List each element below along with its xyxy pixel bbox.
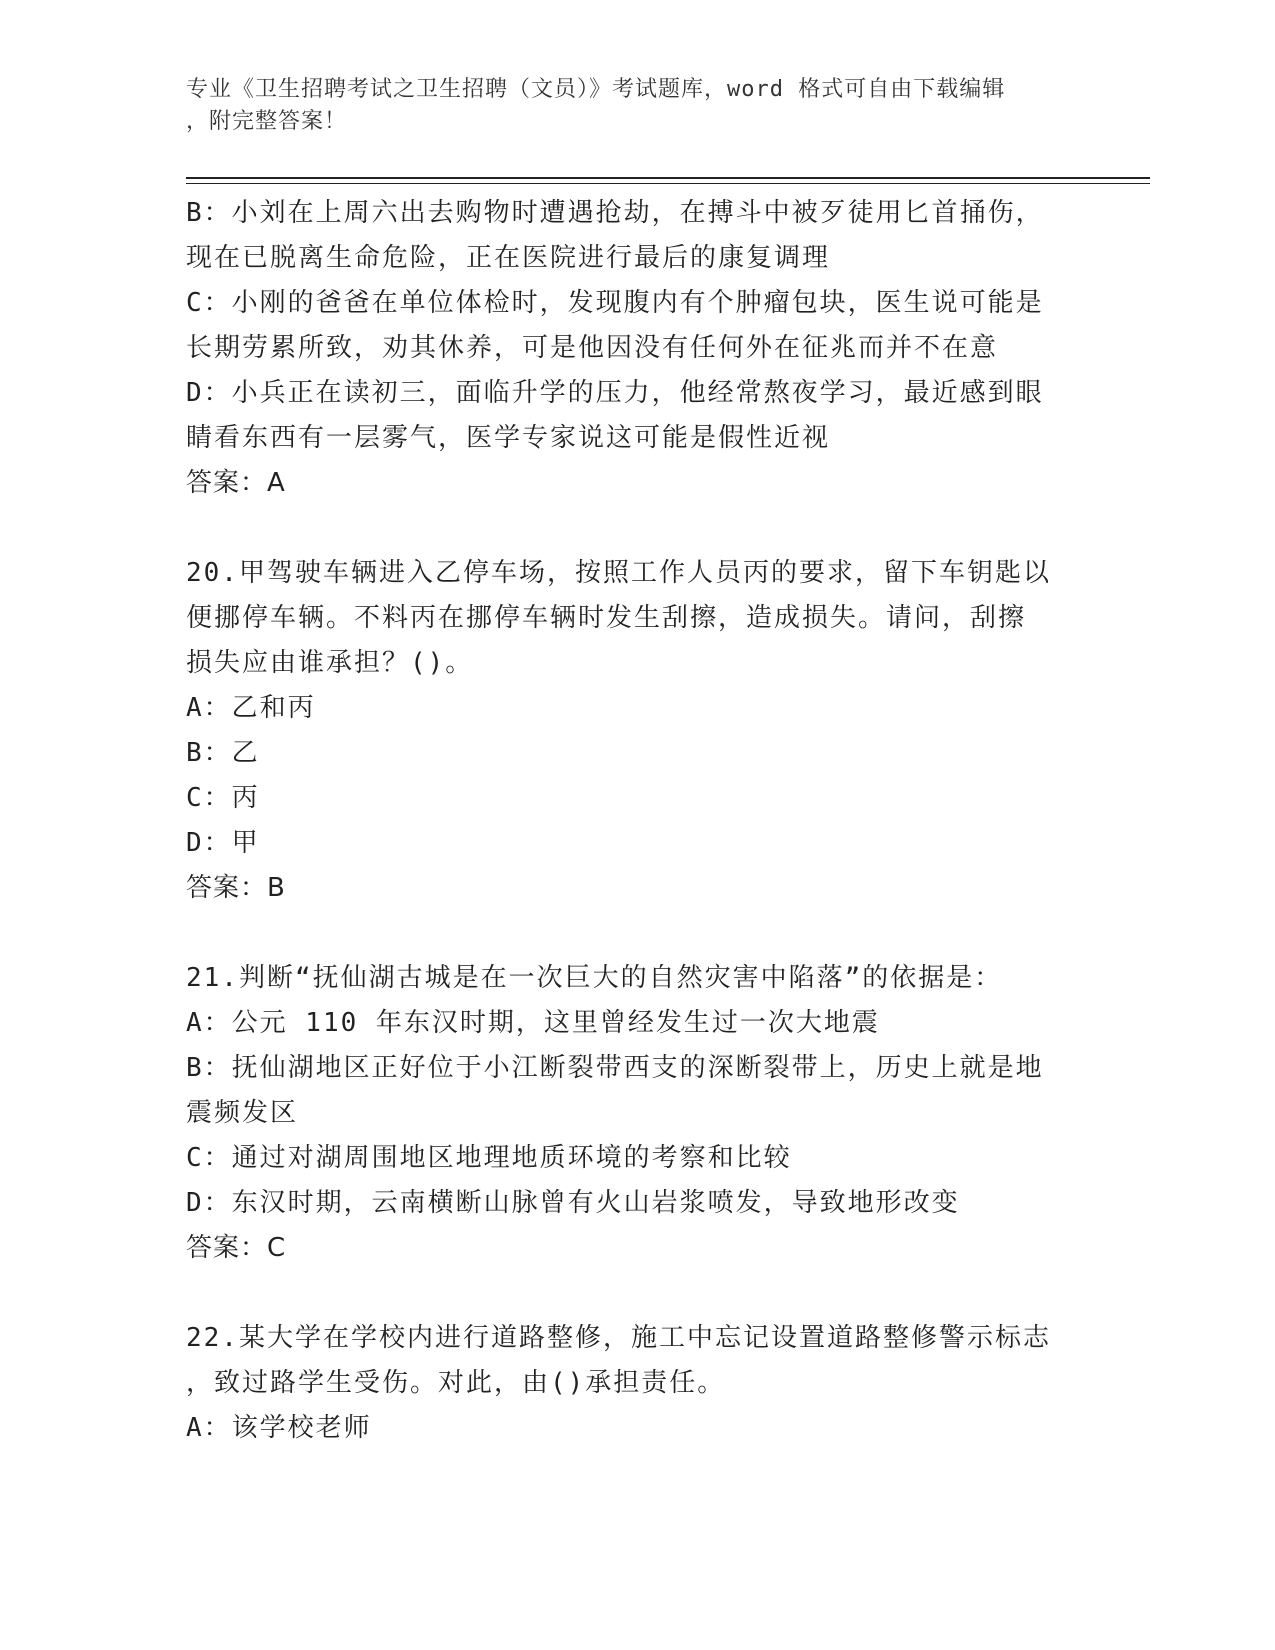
question-22 [186,1316,1086,1451]
spacer [186,911,1086,956]
question-20 [186,551,1086,911]
header-divider-thin [186,183,1150,184]
header-divider-thick [186,177,1150,179]
answer: 答案：C [186,1233,287,1263]
option-d: D：甲 [186,828,260,858]
option-b-line1: B：抚仙湖地区正好位于小江断裂带西支的深断裂带上，历史上就是地 [186,1053,1044,1083]
option-a: A：公元 110 年东汉时期，这里曾经发生过一次大地震 [186,1008,880,1038]
option-b: B：乙 [186,738,260,768]
question-text-line3: 损失应由谁承担？()。 [186,648,474,678]
document-header [186,74,1066,138]
option-b-line2: 现在已脱离生命危险，正在医院进行最后的康复调理 [186,243,831,273]
question-text-line2: 便挪停车辆。不料丙在挪停车辆时发生刮擦，造成损失。请问，刮擦 [186,603,1027,633]
question-text-line1: 21.判断“抚仙湖古城是在一次巨大的自然灾害中陷落”的依据是： [186,963,1003,993]
option-a: A：该学校老师 [186,1413,372,1443]
option-c: C：丙 [186,783,260,813]
option-c-line2: 长期劳累所致，劝其休养，可是他因没有任何外在征兆而并不在意 [186,333,999,363]
answer: 答案：B [186,873,286,903]
option-d-line2: 睛看东西有一层雾气，医学专家说这可能是假性近视 [186,423,831,453]
header-title-line1: 专业《卫生招聘考试之卫生招聘（文员）》考试题库，word 格式可自由下载编辑 [186,77,1006,102]
question-21 [186,956,1086,1271]
option-c-line1: C：小刚的爸爸在单位体检时，发现腹内有个肿瘤包块，医生说可能是 [186,288,1044,318]
option-b-line1: B：小刘在上周六出去购物时遭遇抢劫，在搏斗中被歹徒用匕首捅伤， [186,198,1044,228]
question-text-line1: 20.甲驾驶车辆进入乙停车场，按照工作人员丙的要求，留下车钥匙以 [186,558,1051,588]
question-text-line1: 22.某大学在学校内进行道路整修，施工中忘记设置道路整修警示标志 [186,1323,1051,1353]
option-b-line2: 震频发区 [186,1098,299,1128]
option-c: C：通过对湖周围地区地理地质环境的考察和比较 [186,1143,792,1173]
document-body [186,191,1086,1451]
question-19-tail [186,191,1086,506]
option-d: D：东汉时期，云南横断山脉曾有火山岩浆喷发，导致地形改变 [186,1188,960,1218]
question-text-line2: ，致过路学生受伤。对此，由()承担责任。 [186,1368,726,1398]
spacer [186,1271,1086,1316]
option-a: A：乙和丙 [186,693,316,723]
header-title-line2: ，附完整答案！ [186,109,348,134]
option-d-line1: D：小兵正在读初三，面临升学的压力，他经常熬夜学习，最近感到眼 [186,378,1044,408]
answer: 答案：A [186,468,286,498]
spacer [186,506,1086,551]
